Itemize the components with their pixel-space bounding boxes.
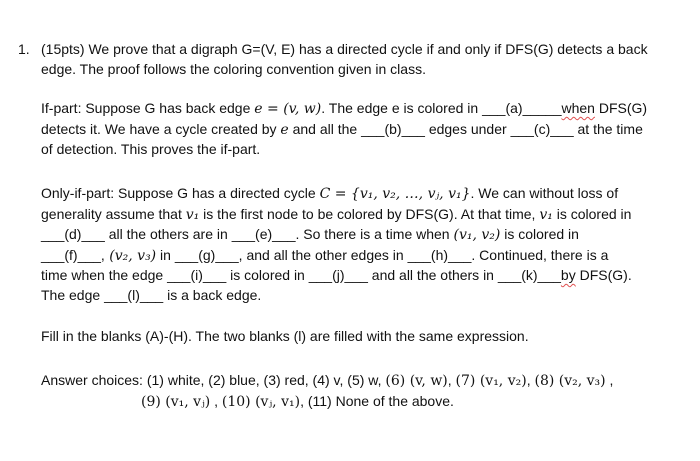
text: , <box>605 372 614 388</box>
text: DFS(G) <box>594 100 648 116</box>
instruction-text: Fill in the blanks (A)-(H). The two blanks (l) are filled with the same expression. <box>41 328 529 344</box>
only-if-line-5 <box>41 266 691 286</box>
intro-line-1: (15pts) We prove that a digraph G=(V, E) has a directed cycle if and only if DFS(G) detects a back <box>41 41 648 57</box>
blank-c: ___(c)___ <box>510 120 574 137</box>
blank-f: ___(f)___, <box>41 246 105 263</box>
text: is colored in <box>500 226 579 242</box>
answer-line-2 <box>41 392 691 413</box>
blank-k: ___(k)___ <box>497 267 561 283</box>
text: time when the edge <box>41 267 168 283</box>
text: and all the other edges in <box>242 246 408 263</box>
text: . We can without loss of <box>470 185 619 201</box>
text: (1) white, (2) blue, (3) red, (4) v, (5) w, <box>146 372 386 388</box>
text: is colored in <box>552 205 632 222</box>
text: . So there is a time when <box>295 226 454 242</box>
text: , (11) None of the above. <box>300 392 454 409</box>
word-by: by <box>560 267 576 283</box>
text: The edge <box>41 286 105 303</box>
text: detects it. We have a cycle created by <box>41 120 281 137</box>
math-v1: v₁ <box>185 206 200 223</box>
answer-line-1 <box>41 371 691 392</box>
choice-6: (6) (v, w) <box>385 373 448 389</box>
text: Only-if-part: Suppose G has a directed cycle <box>41 185 320 201</box>
blank-i: ___(i)___ <box>167 267 227 283</box>
blank-d: ___(d)___ <box>41 226 105 242</box>
math-cycle: C = {v₁, v₂, …, vⱼ, v₁} <box>319 186 471 202</box>
text: all the others are in <box>104 226 232 242</box>
text: is the first node to be colored by DFS(G). At that time, <box>199 205 540 222</box>
math-e: e <box>254 101 263 117</box>
text: in <box>156 246 175 263</box>
text: is a back edge. <box>163 286 262 303</box>
text: , <box>526 372 535 388</box>
choice-8: (8) (v₂, v₃) <box>534 373 606 389</box>
blank-j: ___(j)___ <box>308 267 368 283</box>
text: edges under <box>424 120 511 137</box>
only-if-line-4 <box>41 246 691 267</box>
text: . Continued, there is a <box>471 246 609 263</box>
blank-b: ___(b)___ <box>361 120 425 137</box>
only-if-line-1 <box>41 184 691 205</box>
text: , <box>210 392 222 409</box>
math-v1: v₁ <box>539 206 553 223</box>
math-v1v2: (v₁, v₂) <box>453 227 501 243</box>
blank-a: ___(a)_____ <box>482 100 562 116</box>
only-if-line-2 <box>41 205 691 226</box>
if-part-line-1 <box>41 99 691 120</box>
text: and all the others in <box>367 267 498 283</box>
text: DFS(G). <box>575 267 632 283</box>
text: at the time <box>573 120 643 137</box>
math-e: e <box>280 121 289 138</box>
answer-label: Answer choices: <box>41 372 147 388</box>
word-when: when <box>561 100 595 116</box>
text: If-part: Suppose G has back edge <box>41 100 255 116</box>
blank-h: ___(h)___ <box>407 246 472 263</box>
text: . The edge e is colored in <box>321 100 483 116</box>
answer-choices <box>41 371 691 412</box>
if-part-line-3: of detection. This proves the if-part. <box>41 141 261 157</box>
only-if-line-6 <box>41 286 691 306</box>
text: generality assume that <box>41 205 186 222</box>
blank-g: ___(g)___, <box>174 246 243 263</box>
text: and all the <box>288 120 362 137</box>
question-intro <box>41 40 691 79</box>
blank-e: ___(e)___ <box>231 226 296 242</box>
blank-l: ___(l)___ <box>104 286 164 303</box>
text: is colored in <box>226 267 309 283</box>
intro-line-2: edge. The proof follows the coloring convention given in class. <box>41 60 426 77</box>
if-part-line-2 <box>41 120 691 141</box>
math-equals: = <box>262 101 284 117</box>
text: , <box>447 372 456 388</box>
choice-9: (9) (v₁, vⱼ) <box>141 393 211 410</box>
if-part-paragraph <box>41 99 691 160</box>
question-number: 1. <box>18 41 30 57</box>
only-if-line-3 <box>41 225 691 246</box>
math-vw: (v, w) <box>283 101 322 117</box>
choice-7: (7) (v₁, v₂) <box>455 373 527 389</box>
math-v2v3: (v₂, v₃) <box>104 247 157 264</box>
only-if-part-paragraph <box>41 184 691 305</box>
choice-10: (10) (vⱼ, v₁) <box>221 393 301 410</box>
instruction-paragraph <box>41 327 691 347</box>
